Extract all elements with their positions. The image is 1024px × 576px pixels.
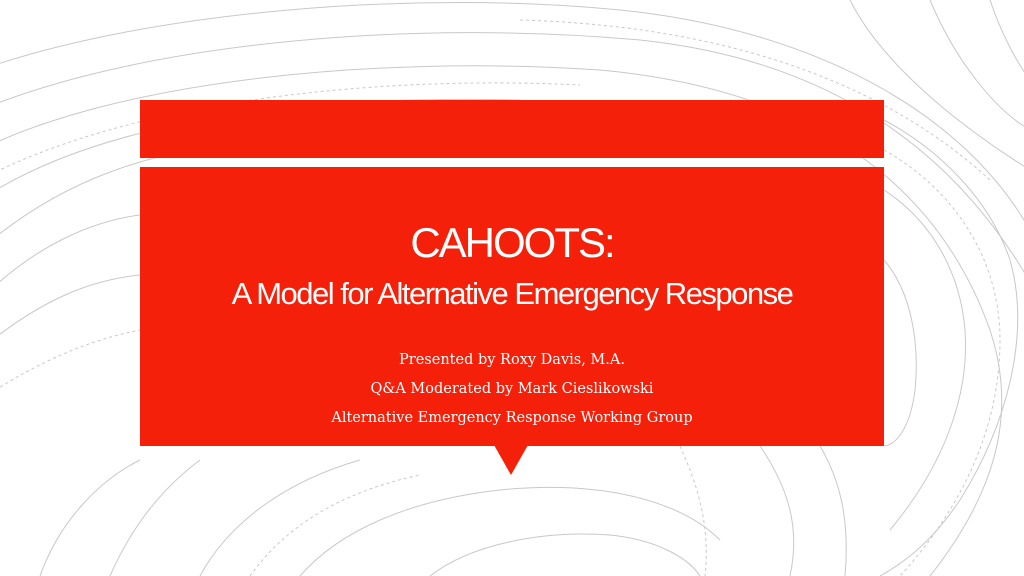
callout-pointer xyxy=(494,445,528,475)
slide-subtitle: A Model for Alternative Emergency Response xyxy=(231,276,793,311)
group-line: Alternative Emergency Response Working Group xyxy=(331,410,693,426)
presenter-line: Presented by Roxy Davis, M.A. xyxy=(399,352,625,368)
slide-title: CAHOOTS: xyxy=(410,219,614,266)
header-accent-band xyxy=(140,100,884,158)
moderator-line: Q&A Moderated by Mark Cieslikowski xyxy=(370,381,654,397)
